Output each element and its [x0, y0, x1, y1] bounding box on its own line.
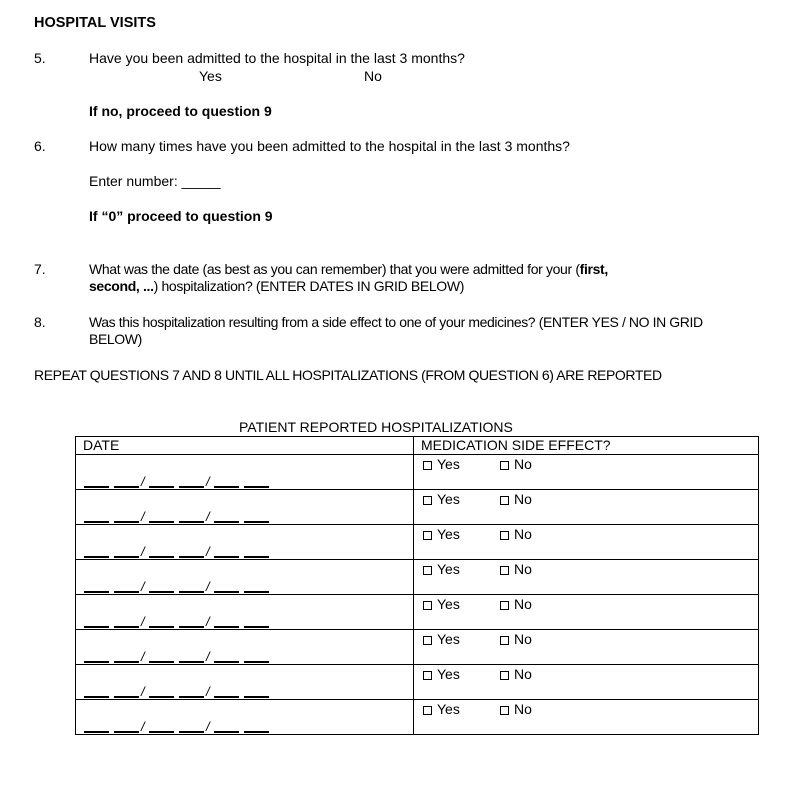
- date-blank[interactable]: [84, 544, 109, 558]
- date-cell[interactable]: [76, 455, 414, 490]
- date-blank[interactable]: [214, 614, 239, 628]
- option-label: Yes: [437, 631, 460, 647]
- date-blank[interactable]: [84, 579, 109, 593]
- table-row: [76, 630, 759, 665]
- option-label: Yes: [437, 491, 460, 507]
- option-yes[interactable]: [423, 526, 460, 542]
- date-blank[interactable]: [244, 719, 269, 733]
- date-separator: /: [206, 474, 210, 489]
- date-blank[interactable]: [244, 684, 269, 698]
- date-separator: /: [141, 719, 145, 734]
- option-yes[interactable]: [423, 561, 460, 577]
- date-separator: /: [206, 649, 210, 664]
- date-cell[interactable]: [76, 665, 414, 700]
- question-7-number: 7.: [34, 261, 46, 277]
- side-effect-cell: [414, 560, 759, 595]
- question-7-bold-second: second, ...: [89, 278, 154, 294]
- option-yes[interactable]: [423, 491, 460, 507]
- date-blank[interactable]: [179, 719, 204, 733]
- date-entry-field[interactable]: [84, 614, 274, 628]
- checkbox-icon[interactable]: [423, 461, 432, 470]
- option-yes[interactable]: [423, 631, 460, 647]
- checkbox-icon[interactable]: [500, 636, 509, 645]
- option-no[interactable]: [500, 631, 532, 647]
- date-entry-field[interactable]: [84, 719, 274, 733]
- date-blank[interactable]: [179, 614, 204, 628]
- option-yes[interactable]: [423, 456, 460, 472]
- option-label: No: [514, 456, 532, 472]
- date-blank[interactable]: [244, 509, 269, 523]
- checkbox-icon[interactable]: [500, 671, 509, 680]
- date-separator: /: [141, 649, 145, 664]
- date-cell[interactable]: [76, 595, 414, 630]
- option-yes[interactable]: [423, 666, 460, 682]
- checkbox-icon[interactable]: [423, 496, 432, 505]
- checkbox-icon[interactable]: [423, 566, 432, 575]
- option-label: No: [514, 666, 532, 682]
- date-separator: /: [206, 579, 210, 594]
- date-blank[interactable]: [84, 684, 109, 698]
- date-blank[interactable]: [84, 614, 109, 628]
- date-blank[interactable]: [149, 509, 174, 523]
- question-7-text-after: ) hospitalization? (ENTER DATES IN GRID BELOW): [153, 278, 465, 294]
- option-no[interactable]: [500, 561, 532, 577]
- option-label: No: [514, 491, 532, 507]
- date-entry-field[interactable]: [84, 649, 274, 663]
- date-blank[interactable]: [114, 544, 139, 558]
- side-effect-cell: [414, 525, 759, 560]
- date-blank[interactable]: [214, 649, 239, 663]
- date-blank[interactable]: [114, 719, 139, 733]
- checkbox-icon[interactable]: [423, 636, 432, 645]
- date-blank[interactable]: [214, 579, 239, 593]
- date-blank[interactable]: [84, 509, 109, 523]
- date-separator: /: [206, 544, 210, 559]
- question-5-option-yes[interactable]: Yes: [199, 68, 222, 84]
- date-blank[interactable]: [149, 474, 174, 488]
- header-medication-side-effect: MEDICATION SIDE EFFECT?: [414, 437, 759, 455]
- side-effect-cell: [414, 455, 759, 490]
- date-blank[interactable]: [214, 719, 239, 733]
- date-blank[interactable]: [244, 544, 269, 558]
- date-cell[interactable]: [76, 525, 414, 560]
- date-blank[interactable]: [244, 474, 269, 488]
- table-row: [76, 560, 759, 595]
- date-separator: /: [206, 719, 210, 734]
- checkbox-icon[interactable]: [500, 566, 509, 575]
- date-blank[interactable]: [214, 509, 239, 523]
- date-blank[interactable]: [179, 649, 204, 663]
- option-yes[interactable]: [423, 596, 460, 612]
- table-row: [76, 455, 759, 490]
- question-5-instruction: If no, proceed to question 9: [89, 103, 272, 119]
- date-blank[interactable]: [149, 579, 174, 593]
- date-entry-field[interactable]: [84, 579, 274, 593]
- date-blank[interactable]: [179, 579, 204, 593]
- repeat-instruction: REPEAT QUESTIONS 7 AND 8 UNTIL ALL HOSPITALIZATIONS (FROM QUESTION 6) ARE REPORTED: [34, 367, 662, 383]
- side-effect-cell: [414, 630, 759, 665]
- question-7-text-before: What was the date (as best as you can remember) that you were admitted for your (: [89, 261, 580, 277]
- grid-header-row: [76, 437, 759, 455]
- date-entry-field[interactable]: [84, 684, 274, 698]
- date-blank[interactable]: [149, 684, 174, 698]
- question-6-text: How many times have you been admitted to the hospital in the last 3 months?: [89, 138, 570, 154]
- date-separator: /: [141, 614, 145, 629]
- date-cell[interactable]: [76, 560, 414, 595]
- date-blank[interactable]: [179, 544, 204, 558]
- date-blank[interactable]: [114, 474, 139, 488]
- side-effect-cell: [414, 700, 759, 735]
- header-date: DATE: [76, 437, 414, 455]
- date-blank[interactable]: [84, 649, 109, 663]
- date-separator: /: [141, 474, 145, 489]
- date-separator: /: [206, 509, 210, 524]
- date-separator: /: [206, 684, 210, 699]
- table-row: [76, 490, 759, 525]
- option-no[interactable]: [500, 491, 532, 507]
- date-blank[interactable]: [84, 719, 109, 733]
- date-entry-field[interactable]: [84, 544, 274, 558]
- section-title: HOSPITAL VISITS: [34, 15, 156, 31]
- date-entry-field[interactable]: [84, 474, 274, 488]
- question-8-text: Was this hospitalization resulting from a side effect to one of your medicines? (ENTER YES / NO IN GRID BELOW): [89, 314, 703, 347]
- option-yes[interactable]: [423, 701, 460, 717]
- date-separator: /: [141, 579, 145, 594]
- question-5-number: 5.: [34, 50, 46, 66]
- question-8-number: 8.: [34, 314, 46, 330]
- date-blank[interactable]: [149, 719, 174, 733]
- date-cell[interactable]: [76, 490, 414, 525]
- checkbox-icon[interactable]: [500, 531, 509, 540]
- checkbox-icon[interactable]: [500, 496, 509, 505]
- option-no[interactable]: [500, 456, 532, 472]
- option-label: No: [514, 596, 532, 612]
- option-label: Yes: [437, 596, 460, 612]
- option-label: No: [514, 631, 532, 647]
- date-blank[interactable]: [114, 509, 139, 523]
- table-row: [76, 665, 759, 700]
- option-label: Yes: [437, 701, 460, 717]
- option-label: Yes: [437, 456, 460, 472]
- checkbox-icon[interactable]: [423, 706, 432, 715]
- table-row: [76, 525, 759, 560]
- option-no[interactable]: [500, 701, 532, 717]
- question-7-bold-first: first,: [579, 261, 608, 277]
- date-blank[interactable]: [244, 579, 269, 593]
- grid-title: PATIENT REPORTED HOSPITALIZATIONS: [239, 419, 513, 435]
- checkbox-icon[interactable]: [500, 706, 509, 715]
- date-blank[interactable]: [114, 649, 139, 663]
- checkbox-icon[interactable]: [423, 671, 432, 680]
- date-blank[interactable]: [114, 579, 139, 593]
- date-separator: /: [141, 509, 145, 524]
- date-blank[interactable]: [214, 684, 239, 698]
- date-blank[interactable]: [244, 649, 269, 663]
- option-no[interactable]: [500, 526, 532, 542]
- date-cell[interactable]: [76, 630, 414, 665]
- date-separator: /: [141, 544, 145, 559]
- date-separator: /: [206, 614, 210, 629]
- date-blank[interactable]: [114, 614, 139, 628]
- date-cell[interactable]: [76, 700, 414, 735]
- date-blank[interactable]: [149, 649, 174, 663]
- option-no[interactable]: [500, 666, 532, 682]
- date-blank[interactable]: [179, 684, 204, 698]
- question-5-option-no[interactable]: No: [364, 68, 382, 84]
- option-label: Yes: [437, 666, 460, 682]
- table-row: [76, 595, 759, 630]
- question-6-number: 6.: [34, 138, 46, 154]
- question-6-instruction: If “0” proceed to question 9: [89, 208, 273, 224]
- side-effect-cell: [414, 665, 759, 700]
- date-blank[interactable]: [114, 684, 139, 698]
- side-effect-cell: [414, 490, 759, 525]
- date-blank[interactable]: [244, 614, 269, 628]
- option-label: No: [514, 526, 532, 542]
- date-blank[interactable]: [214, 474, 239, 488]
- date-blank[interactable]: [149, 614, 174, 628]
- date-blank[interactable]: [84, 474, 109, 488]
- hospitalizations-grid: [75, 436, 759, 735]
- date-blank[interactable]: [179, 509, 204, 523]
- option-no[interactable]: [500, 596, 532, 612]
- table-row: [76, 700, 759, 735]
- question-7-text: [89, 261, 739, 295]
- option-label: No: [514, 701, 532, 717]
- checkbox-icon[interactable]: [500, 461, 509, 470]
- question-6-entry-field[interactable]: Enter number: _____: [89, 173, 221, 189]
- option-label: Yes: [437, 526, 460, 542]
- date-blank[interactable]: [179, 474, 204, 488]
- side-effect-cell: [414, 595, 759, 630]
- checkbox-icon[interactable]: [423, 601, 432, 610]
- date-blank[interactable]: [214, 544, 239, 558]
- date-entry-field[interactable]: [84, 509, 274, 523]
- date-blank[interactable]: [149, 544, 174, 558]
- checkbox-icon[interactable]: [500, 601, 509, 610]
- checkbox-icon[interactable]: [423, 531, 432, 540]
- option-label: No: [514, 561, 532, 577]
- date-separator: /: [141, 684, 145, 699]
- option-label: Yes: [437, 561, 460, 577]
- question-5-text: Have you been admitted to the hospital in the last 3 months?: [89, 50, 465, 66]
